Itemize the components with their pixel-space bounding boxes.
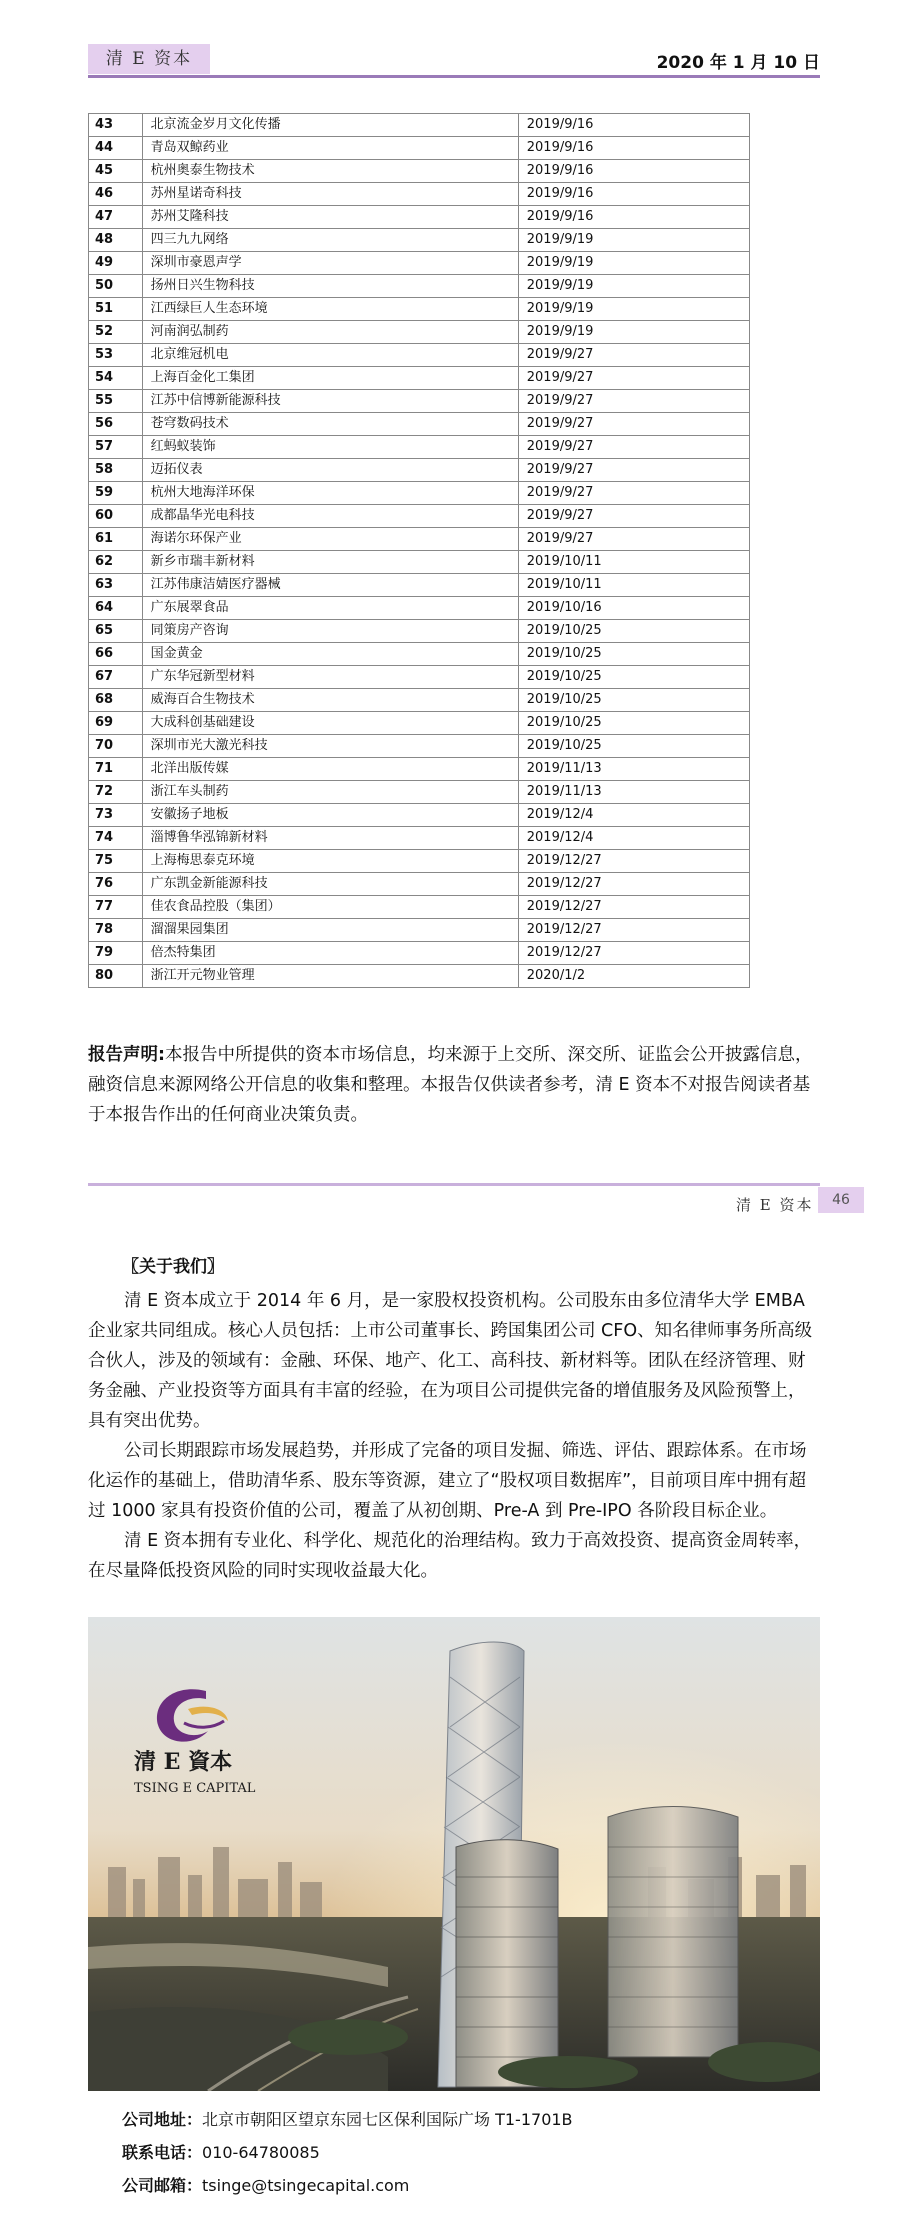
phone-value: 010-64780085 [202,2143,320,2162]
listing-date: 2019/10/11 [518,574,749,597]
table-row [89,206,750,229]
listing-date: 2019/12/27 [518,873,749,896]
company-name: 青岛双鲸药业 [142,137,518,160]
listing-date: 2019/12/4 [518,827,749,850]
about-body [88,1286,818,1586]
row-number: 76 [89,873,143,896]
row-number: 70 [89,735,143,758]
row-number: 80 [89,965,143,988]
table-row [89,850,750,873]
page-number: 46 [818,1187,864,1213]
row-number: 57 [89,436,143,459]
company-name: 深圳市豪恩声学 [142,252,518,275]
company-name: 广东华冠新型材料 [142,666,518,689]
row-number: 68 [89,689,143,712]
row-number: 69 [89,712,143,735]
row-number: 46 [89,183,143,206]
company-name: 苍穹数码技术 [142,413,518,436]
logo-chinese-text: 清 E 資本 [134,1749,233,1775]
row-number: 58 [89,459,143,482]
listing-date: 2019/9/16 [518,160,749,183]
about-paragraph: 清 E 资本拥有专业化、科学化、规范化的治理结构。致力于高效投资、提高资金周转率，在尽量降低投资风险的同时实现收益最大化。 [88,1531,812,1581]
company-name: 上海百金化工集团 [142,367,518,390]
table-row [89,298,750,321]
row-number: 74 [89,827,143,850]
listing-table-body [89,114,750,988]
row-number: 56 [89,413,143,436]
company-name: 倍杰特集团 [142,942,518,965]
table-row [89,942,750,965]
table-row [89,114,750,137]
listing-date: 2019/9/27 [518,436,749,459]
listing-date: 2019/12/4 [518,804,749,827]
listing-date: 2019/9/19 [518,229,749,252]
table-row [89,183,750,206]
city-skyline-illustration [88,1617,820,2091]
listing-date: 2019/10/25 [518,689,749,712]
footer-divider [88,1183,820,1186]
listing-date: 2019/9/27 [518,367,749,390]
row-number: 48 [89,229,143,252]
company-name: 上海梅思泰克环境 [142,850,518,873]
company-name: 苏州星诺奇科技 [142,183,518,206]
company-name: 溜溜果园集团 [142,919,518,942]
table-row [89,574,750,597]
table-row [89,689,750,712]
table-row [89,137,750,160]
table-row [89,505,750,528]
row-number: 55 [89,390,143,413]
company-name: 北京流金岁月文化传播 [142,114,518,137]
company-name: 同策房产咨询 [142,620,518,643]
listing-date: 2019/12/27 [518,896,749,919]
row-number: 75 [89,850,143,873]
row-number: 78 [89,919,143,942]
company-name: 江苏伟康洁婧医疗器械 [142,574,518,597]
table-row [89,413,750,436]
table-row [89,919,750,942]
listing-date: 2019/9/19 [518,321,749,344]
listing-date: 2019/12/27 [518,942,749,965]
listing-date: 2019/9/16 [518,206,749,229]
company-name: 北京维冠机电 [142,344,518,367]
table-row [89,666,750,689]
row-number: 51 [89,298,143,321]
email-label: 公司邮箱： [122,2176,203,2195]
listing-date: 2019/10/25 [518,712,749,735]
row-number: 77 [89,896,143,919]
listing-date: 2019/9/27 [518,413,749,436]
row-number: 71 [89,758,143,781]
row-number: 79 [89,942,143,965]
company-name: 深圳市光大激光科技 [142,735,518,758]
row-number: 64 [89,597,143,620]
about-paragraph: 公司长期跟踪市场发展趋势，并形成了完备的项目发掘、筛选、评估、跟踪体系。在市场化运作的基础上，借助清华系、股东等资源，建立了“股权项目数据库”，目前项目库中拥有超过 1000 家具有投资价值的公司，覆盖了从初创期、Pre-A 到 Pre-IPO 各阶段目标企业。 [88,1441,807,1521]
table-row [89,896,750,919]
table-row [89,528,750,551]
listing-date: 2019/9/27 [518,390,749,413]
listing-date: 2019/12/27 [518,919,749,942]
listing-date: 2019/11/13 [518,758,749,781]
report-disclaimer [88,1040,818,1130]
table-row [89,436,750,459]
company-name: 浙江开元物业管理 [142,965,518,988]
company-name: 广东凯金新能源科技 [142,873,518,896]
listing-date: 2019/12/27 [518,850,749,873]
listing-date: 2019/9/16 [518,114,749,137]
table-row [89,160,750,183]
address-value: 北京市朝阳区望京东园七区保利国际广场 T1-1701B [202,2110,573,2129]
listing-date: 2019/9/27 [518,482,749,505]
row-number: 44 [89,137,143,160]
row-number: 59 [89,482,143,505]
row-number: 65 [89,620,143,643]
row-number: 53 [89,344,143,367]
row-number: 50 [89,275,143,298]
table-row [89,781,750,804]
disclaimer-label: 报告声明: [88,1045,165,1065]
table-row [89,620,750,643]
table-row [89,873,750,896]
row-number: 67 [89,666,143,689]
contact-address [122,2107,573,2130]
listing-date: 2019/10/16 [518,597,749,620]
contact-email [122,2173,409,2196]
company-name: 河南润弘制药 [142,321,518,344]
company-name: 新乡市瑞丰新材料 [142,551,518,574]
company-name: 成都晶华光电科技 [142,505,518,528]
company-name: 苏州艾隆科技 [142,206,518,229]
row-number: 49 [89,252,143,275]
header-brand-tab: 清 E 资本 [88,44,210,74]
company-photo [88,1617,820,2091]
listing-date: 2019/11/13 [518,781,749,804]
table-row [89,712,750,735]
about-paragraph: 清 E 资本成立于 2014 年 6 月，是一家股权投资机构。公司股东由多位清华大学 EMBA 企业家共同组成。核心人员包括：上市公司董事长、跨国集团公司 CFO、知名律师事务所高级合伙人，涉及的领域有：金融、环保、地产、化工、高科技、新材料等。团队在经济管理、财务金融、产业投资等方面具有丰富的经验，在为项目公司提供完备的增值服务及风险预警上，具有突出优势。 [88,1291,813,1431]
listing-date: 2019/10/25 [518,643,749,666]
company-name: 佳农食品控股（集团） [142,896,518,919]
listing-date: 2019/10/25 [518,620,749,643]
row-number: 66 [89,643,143,666]
table-row [89,827,750,850]
logo-english-text: TSING E CAPITAL [134,1781,256,1796]
company-name: 扬州日兴生物科技 [142,275,518,298]
row-number: 47 [89,206,143,229]
row-number: 54 [89,367,143,390]
table-row [89,965,750,988]
row-number: 60 [89,505,143,528]
row-number: 45 [89,160,143,183]
company-name: 威海百合生物技术 [142,689,518,712]
table-row [89,321,750,344]
listing-date: 2019/9/19 [518,298,749,321]
company-name: 广东展翠食品 [142,597,518,620]
table-row [89,482,750,505]
listing-date: 2019/10/25 [518,666,749,689]
company-name: 淄博鲁华泓锦新材料 [142,827,518,850]
listing-date: 2019/9/27 [518,344,749,367]
company-name: 国金黄金 [142,643,518,666]
company-name: 北洋出版传媒 [142,758,518,781]
contact-phone [122,2140,320,2163]
listing-date: 2019/9/27 [518,528,749,551]
company-name: 海诺尔环保产业 [142,528,518,551]
disclaimer-text: 本报告中所提供的资本市场信息，均来源于上交所、深交所、证监会公开披露信息，融资信息来源网络公开信息的收集和整理。本报告仅供读者参考，清 E 资本不对报告阅读者基于本报告作出的任何商业决策负责。 [88,1045,813,1125]
listing-date: 2019/9/16 [518,183,749,206]
address-label: 公司地址： [122,2110,203,2129]
row-number: 72 [89,781,143,804]
company-name: 杭州大地海洋环保 [142,482,518,505]
email-value: tsinge@tsingecapital.com [202,2176,410,2195]
table-row [89,390,750,413]
listing-date: 2019/9/19 [518,275,749,298]
table-row [89,367,750,390]
company-name: 杭州奥泰生物技术 [142,160,518,183]
table-row [89,643,750,666]
table-row [89,344,750,367]
page-header [88,44,820,78]
header-date: 2020 年 1 月 10 日 [656,53,820,73]
listing-date: 2019/9/19 [518,252,749,275]
table-row [89,597,750,620]
company-name: 江西绿巨人生态环境 [142,298,518,321]
company-name: 大成科创基础建设 [142,712,518,735]
row-number: 43 [89,114,143,137]
table-row [89,229,750,252]
phone-label: 联系电话： [122,2143,203,2162]
listing-date: 2020/1/2 [518,965,749,988]
header-divider [88,75,820,78]
company-name: 安徽扬子地板 [142,804,518,827]
table-row [89,459,750,482]
row-number: 63 [89,574,143,597]
row-number: 62 [89,551,143,574]
listing-date: 2019/9/16 [518,137,749,160]
about-heading: 〖关于我们〗 [122,1257,224,1277]
company-name: 江苏中信博新能源科技 [142,390,518,413]
company-name: 浙江车头制药 [142,781,518,804]
company-name: 迈拓仪表 [142,459,518,482]
row-number: 52 [89,321,143,344]
row-number: 61 [89,528,143,551]
company-name: 四三九九网络 [142,229,518,252]
footer-brand: 清 E 资本 [736,1196,814,1214]
table-row [89,551,750,574]
table-row [89,252,750,275]
listing-table [88,113,750,988]
table-row [89,758,750,781]
listing-date: 2019/10/25 [518,735,749,758]
listing-date: 2019/9/27 [518,459,749,482]
listing-date: 2019/10/11 [518,551,749,574]
table-row [89,735,750,758]
listing-date: 2019/9/27 [518,505,749,528]
row-number: 73 [89,804,143,827]
company-name: 红蚂蚁装饰 [142,436,518,459]
table-row [89,275,750,298]
table-row [89,804,750,827]
